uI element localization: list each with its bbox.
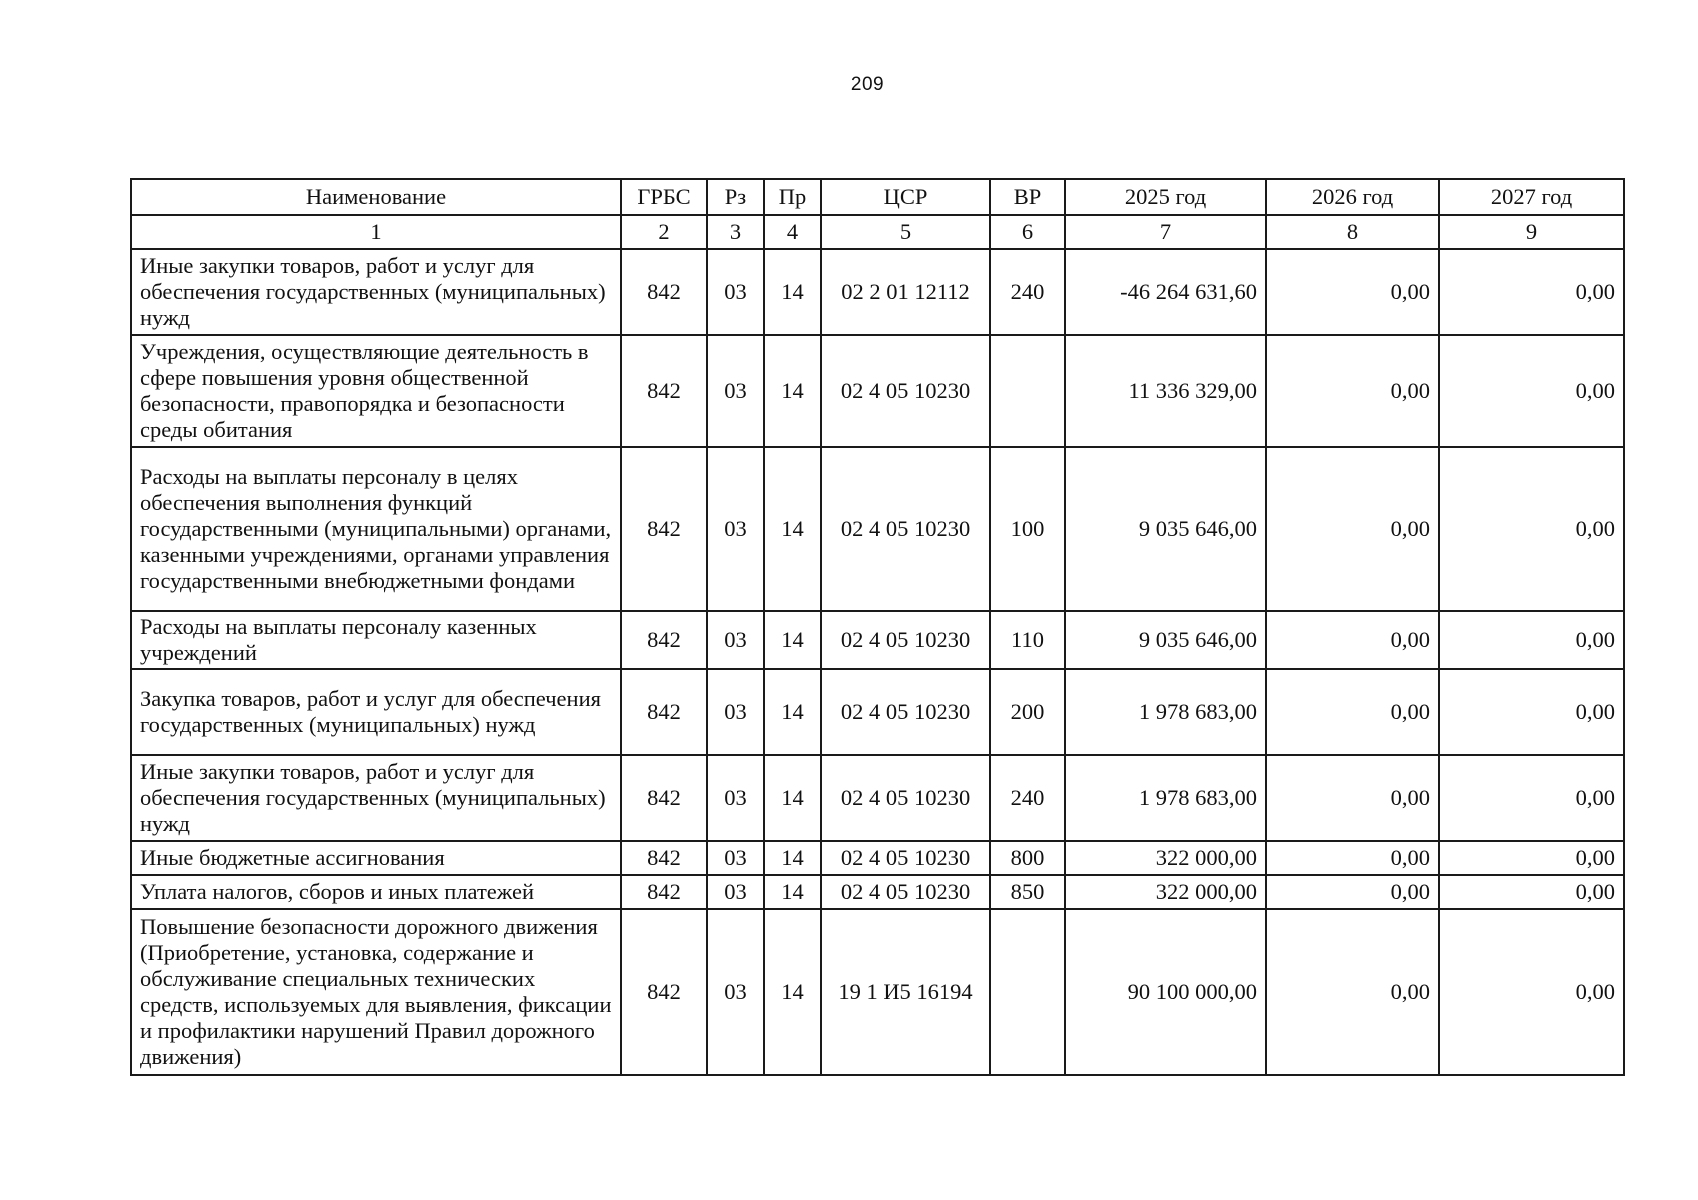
row-rz: 03: [707, 611, 764, 669]
row-pr: 14: [764, 875, 821, 909]
header-2025: 2025 год: [1065, 179, 1266, 215]
row-grbs: 842: [621, 841, 707, 875]
row-vr: 240: [990, 755, 1065, 841]
table-row: [131, 249, 1624, 335]
row-amount-2027: 0,00: [1439, 755, 1624, 841]
header-pr: Пр: [764, 179, 821, 215]
row-pr: 14: [764, 447, 821, 611]
row-csr: 19 1 И5 16194: [821, 909, 990, 1075]
row-vr: 240: [990, 249, 1065, 335]
row-amount-2027: 0,00: [1439, 909, 1624, 1075]
row-amount-2025: 322 000,00: [1065, 875, 1266, 909]
row-amount-2025: 9 035 646,00: [1065, 447, 1266, 611]
row-amount-2025: 1 978 683,00: [1065, 669, 1266, 755]
table-row: [131, 755, 1624, 841]
row-name: Расходы на выплаты персоналу в целях обеспечения выполнения функций государственными (муниципальными) органами, казенными учреждениями, органами управления государственными внебюджетными фондами: [131, 447, 621, 611]
row-amount-2025: 11 336 329,00: [1065, 335, 1266, 447]
row-amount-2027: 0,00: [1439, 447, 1624, 611]
column-number: 9: [1439, 215, 1624, 249]
row-rz: 03: [707, 909, 764, 1075]
row-amount-2026: 0,00: [1266, 841, 1439, 875]
row-amount-2027: 0,00: [1439, 249, 1624, 335]
row-vr: [990, 909, 1065, 1075]
header-vr: ВР: [990, 179, 1065, 215]
header-2027: 2027 год: [1439, 179, 1624, 215]
table-row: [131, 909, 1624, 1075]
header-rz: Рз: [707, 179, 764, 215]
row-amount-2026: 0,00: [1266, 909, 1439, 1075]
row-pr: 14: [764, 909, 821, 1075]
column-number: 4: [764, 215, 821, 249]
row-amount-2027: 0,00: [1439, 335, 1624, 447]
row-amount-2026: 0,00: [1266, 249, 1439, 335]
column-number: 5: [821, 215, 990, 249]
row-vr: 850: [990, 875, 1065, 909]
row-csr: 02 4 05 10230: [821, 447, 990, 611]
table-row: [131, 447, 1624, 611]
row-name: Уплата налогов, сборов и иных платежей: [131, 875, 621, 909]
row-amount-2025: -46 264 631,60: [1065, 249, 1266, 335]
column-number: 1: [131, 215, 621, 249]
column-number: 8: [1266, 215, 1439, 249]
row-amount-2027: 0,00: [1439, 669, 1624, 755]
row-amount-2026: 0,00: [1266, 755, 1439, 841]
row-amount-2026: 0,00: [1266, 611, 1439, 669]
row-amount-2025: 322 000,00: [1065, 841, 1266, 875]
row-grbs: 842: [621, 335, 707, 447]
row-rz: 03: [707, 669, 764, 755]
header-row: [131, 179, 1624, 215]
page-number: 209: [850, 74, 885, 95]
row-vr: 100: [990, 447, 1065, 611]
row-csr: 02 4 05 10230: [821, 755, 990, 841]
row-vr: 200: [990, 669, 1065, 755]
budget-table: [130, 178, 1625, 1076]
table-row: [131, 611, 1624, 669]
row-vr: [990, 335, 1065, 447]
row-csr: 02 4 05 10230: [821, 611, 990, 669]
row-amount-2025: 90 100 000,00: [1065, 909, 1266, 1075]
row-csr: 02 4 05 10230: [821, 841, 990, 875]
row-amount-2026: 0,00: [1266, 875, 1439, 909]
row-name: Закупка товаров, работ и услуг для обеспечения государственных (муниципальных) нужд: [131, 669, 621, 755]
table-row: [131, 875, 1624, 909]
column-number: 6: [990, 215, 1065, 249]
row-grbs: 842: [621, 447, 707, 611]
row-pr: 14: [764, 335, 821, 447]
row-rz: 03: [707, 875, 764, 909]
row-grbs: 842: [621, 875, 707, 909]
header-csr: ЦСР: [821, 179, 990, 215]
header-grbs: ГРБС: [621, 179, 707, 215]
row-amount-2025: 1 978 683,00: [1065, 755, 1266, 841]
row-amount-2025: 9 035 646,00: [1065, 611, 1266, 669]
column-number: 3: [707, 215, 764, 249]
row-grbs: 842: [621, 909, 707, 1075]
row-grbs: 842: [621, 611, 707, 669]
row-grbs: 842: [621, 755, 707, 841]
column-number: 2: [621, 215, 707, 249]
column-number-row: [131, 215, 1624, 249]
row-csr: 02 4 05 10230: [821, 875, 990, 909]
row-amount-2026: 0,00: [1266, 335, 1439, 447]
row-amount-2027: 0,00: [1439, 611, 1624, 669]
row-grbs: 842: [621, 669, 707, 755]
row-grbs: 842: [621, 249, 707, 335]
row-pr: 14: [764, 249, 821, 335]
row-csr: 02 2 01 12112: [821, 249, 990, 335]
header-2026: 2026 год: [1266, 179, 1439, 215]
row-csr: 02 4 05 10230: [821, 335, 990, 447]
row-name: Расходы на выплаты персоналу казенных учреждений: [131, 611, 621, 669]
row-rz: 03: [707, 755, 764, 841]
row-pr: 14: [764, 669, 821, 755]
row-csr: 02 4 05 10230: [821, 669, 990, 755]
row-name: Иные закупки товаров, работ и услуг для обеспечения государственных (муниципальных) нужд: [131, 755, 621, 841]
row-rz: 03: [707, 841, 764, 875]
column-number: 7: [1065, 215, 1266, 249]
row-rz: 03: [707, 249, 764, 335]
header-name: Наименование: [131, 179, 621, 215]
row-amount-2026: 0,00: [1266, 447, 1439, 611]
row-pr: 14: [764, 755, 821, 841]
table-row: [131, 669, 1624, 755]
row-rz: 03: [707, 335, 764, 447]
row-pr: 14: [764, 611, 821, 669]
row-vr: 800: [990, 841, 1065, 875]
row-amount-2026: 0,00: [1266, 669, 1439, 755]
table-row: [131, 841, 1624, 875]
row-name: Повышение безопасности дорожного движения (Приобретение, установка, содержание и обслуживание специальных технических средств, используемых для выявления, фиксации и профилактики нарушений Правил дорожного движения): [131, 909, 621, 1075]
row-amount-2027: 0,00: [1439, 841, 1624, 875]
row-rz: 03: [707, 447, 764, 611]
row-amount-2027: 0,00: [1439, 875, 1624, 909]
row-name: Учреждения, осуществляющие деятельность в сфере повышения уровня общественной безопасности, правопорядка и безопасности среды обитания: [131, 335, 621, 447]
row-vr: 110: [990, 611, 1065, 669]
row-name: Иные бюджетные ассигнования: [131, 841, 621, 875]
table-row: [131, 335, 1624, 447]
row-pr: 14: [764, 841, 821, 875]
row-name: Иные закупки товаров, работ и услуг для обеспечения государственных (муниципальных) нужд: [131, 249, 621, 335]
